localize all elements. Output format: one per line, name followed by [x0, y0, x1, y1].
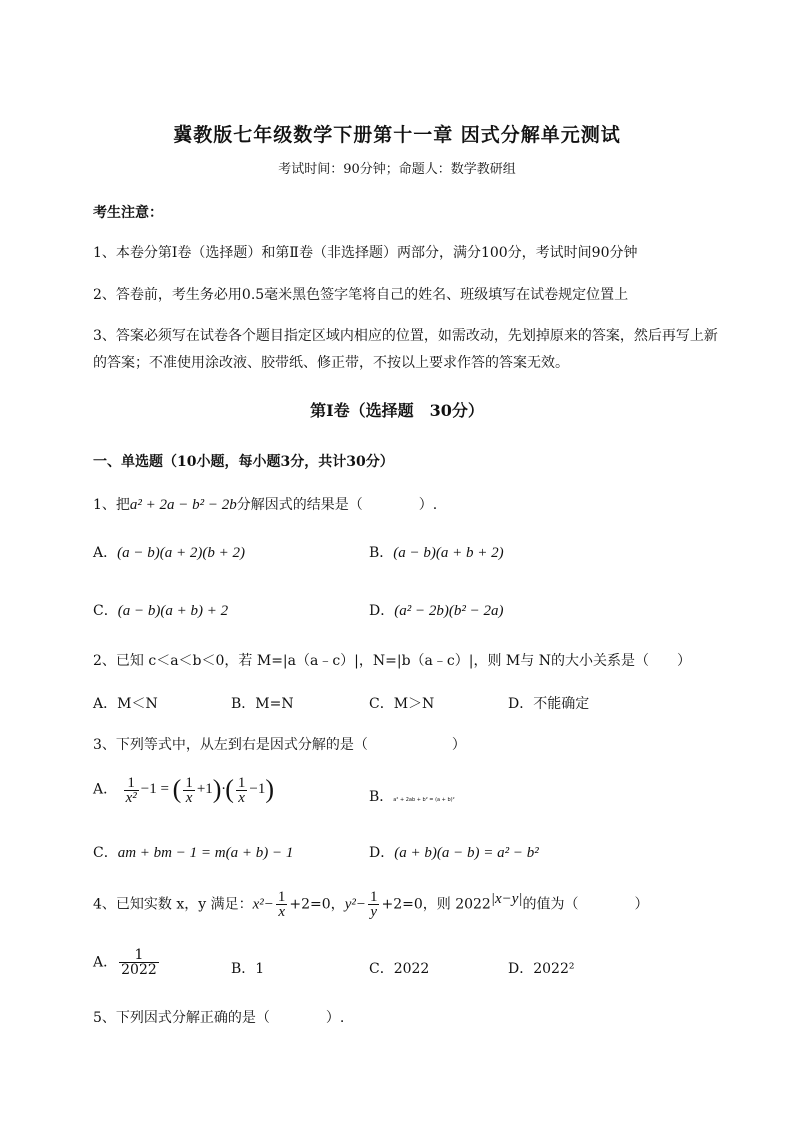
q3-option-b[interactable]	[369, 786, 455, 806]
exam-info: 考试时间：90分钟；命题人：数学教研组	[278, 162, 516, 177]
fraction: $\frac{1}{2022}$	[121, 947, 157, 978]
option-expr: (a − b)(a + b + 2)	[393, 545, 504, 561]
option-expr: (a − b)(a + b) + 2	[117, 603, 229, 619]
q3-option-d[interactable]	[369, 842, 539, 862]
q1-option-b[interactable]	[369, 542, 504, 562]
option-expr: (a − b)(a + 2)(b + 2)	[117, 545, 245, 561]
page-title: 冀教版七年级数学下册第十一章 因式分解单元测试	[173, 124, 621, 146]
fraction: $\frac{1}{\text{x²}}$	[125, 774, 137, 806]
q1-suffix: 分解因式的结果是（ ）.	[236, 497, 438, 513]
option-expr: (a + b)(a − b) = a² − b²	[394, 845, 539, 861]
q1-option-d[interactable]	[369, 600, 503, 620]
question-5: 5、下列因式分解正确的是（ ）.	[93, 1010, 345, 1026]
option-label: C．	[93, 845, 118, 861]
option-label: B．	[369, 789, 394, 805]
q1-expression: a² + 2a − b² − 2b	[129, 497, 237, 513]
fraction: $\frac{1}{x}$	[237, 774, 246, 806]
fraction: $\frac{1}{x}$	[277, 889, 286, 920]
q4-option-b[interactable]: B．1	[231, 961, 265, 977]
question-3: 3、下列等式中，从左到右是因式分解的是（ ）	[93, 737, 466, 753]
part-heading: 一、单选题（10小题，每小题3分，共计30分）	[93, 454, 394, 470]
fraction: $\frac{1}{x}$	[185, 774, 193, 806]
q3-option-c[interactable]	[93, 842, 293, 862]
question-4: 4、已知实数 x，y 满足：x²− $\frac{1}{x}$ +2=0，y²− $\frac{1}{y}$ +2=0，则 $2022^{|x-y|}$的值为（ ）	[93, 889, 649, 920]
option-label: B．	[369, 545, 394, 561]
q1-option-c[interactable]	[93, 600, 228, 620]
note-2: 2、答卷前，考生务必用0.5毫米黑色签字笔将自己的姓名、班级填写在试卷规定位置上	[93, 287, 629, 303]
option-label: A．	[93, 545, 118, 561]
note-1: 1、本卷分第Ⅰ卷（选择题）和第Ⅱ卷（非选择题）两部分，满分100分，考试时间90分钟	[93, 245, 638, 261]
q2-option-a[interactable]: A．M＜N	[93, 696, 158, 712]
q4-option-a[interactable]	[93, 948, 161, 977]
option-expr: a² + 2ab + b² = (a + b)²	[393, 797, 455, 803]
note-3-line2: 的答案；不准使用涂改液、胶带纸、修正带，不按以上要求作答的答案无效。	[93, 355, 569, 371]
q1-prefix: 1、把	[93, 497, 130, 513]
option-label: A．	[93, 781, 118, 798]
q1-option-a[interactable]	[93, 542, 245, 562]
question-2: 2、已知 c＜a＜b＜0，若 M=|a（a﹣c）|，N=|b（a﹣c）|，则 M与 N的大小关系是（ ）	[93, 653, 691, 669]
q3-option-a[interactable]: A． $\frac{1}{\text{x²}}$ −1 = ( $\frac{1}{x}$ +1)·( $\frac{1}{x}$ −1)	[93, 774, 275, 806]
q2-option-d[interactable]: D．不能确定	[508, 696, 590, 712]
fraction: $\frac{1}{y}$	[369, 889, 378, 920]
option-label: D．	[369, 845, 395, 861]
section-title: 第Ⅰ卷（选择题 30分）	[310, 401, 484, 420]
q2-option-c[interactable]: C．M＞N	[369, 696, 435, 712]
q4-option-d[interactable]: D．2022²	[508, 961, 575, 977]
option-label: D．	[369, 603, 395, 619]
option-expr: am + bm − 1 = m(a + b) − 1	[117, 845, 294, 861]
notes-heading: 考生注意：	[93, 205, 163, 221]
option-label: C．	[93, 603, 118, 619]
option-expr: (a² − 2b)(b² − 2a)	[394, 603, 504, 619]
question-1	[93, 494, 437, 514]
note-3-line1: 3、答案必须写在试卷各个题目指定区域内相应的位置，如需改动，先划掉原来的答案，然后再写上新	[93, 328, 718, 344]
option-label: A．	[93, 954, 118, 971]
q4-option-c[interactable]: C．2022	[369, 961, 430, 977]
q2-option-b[interactable]: B．M=N	[231, 696, 294, 712]
